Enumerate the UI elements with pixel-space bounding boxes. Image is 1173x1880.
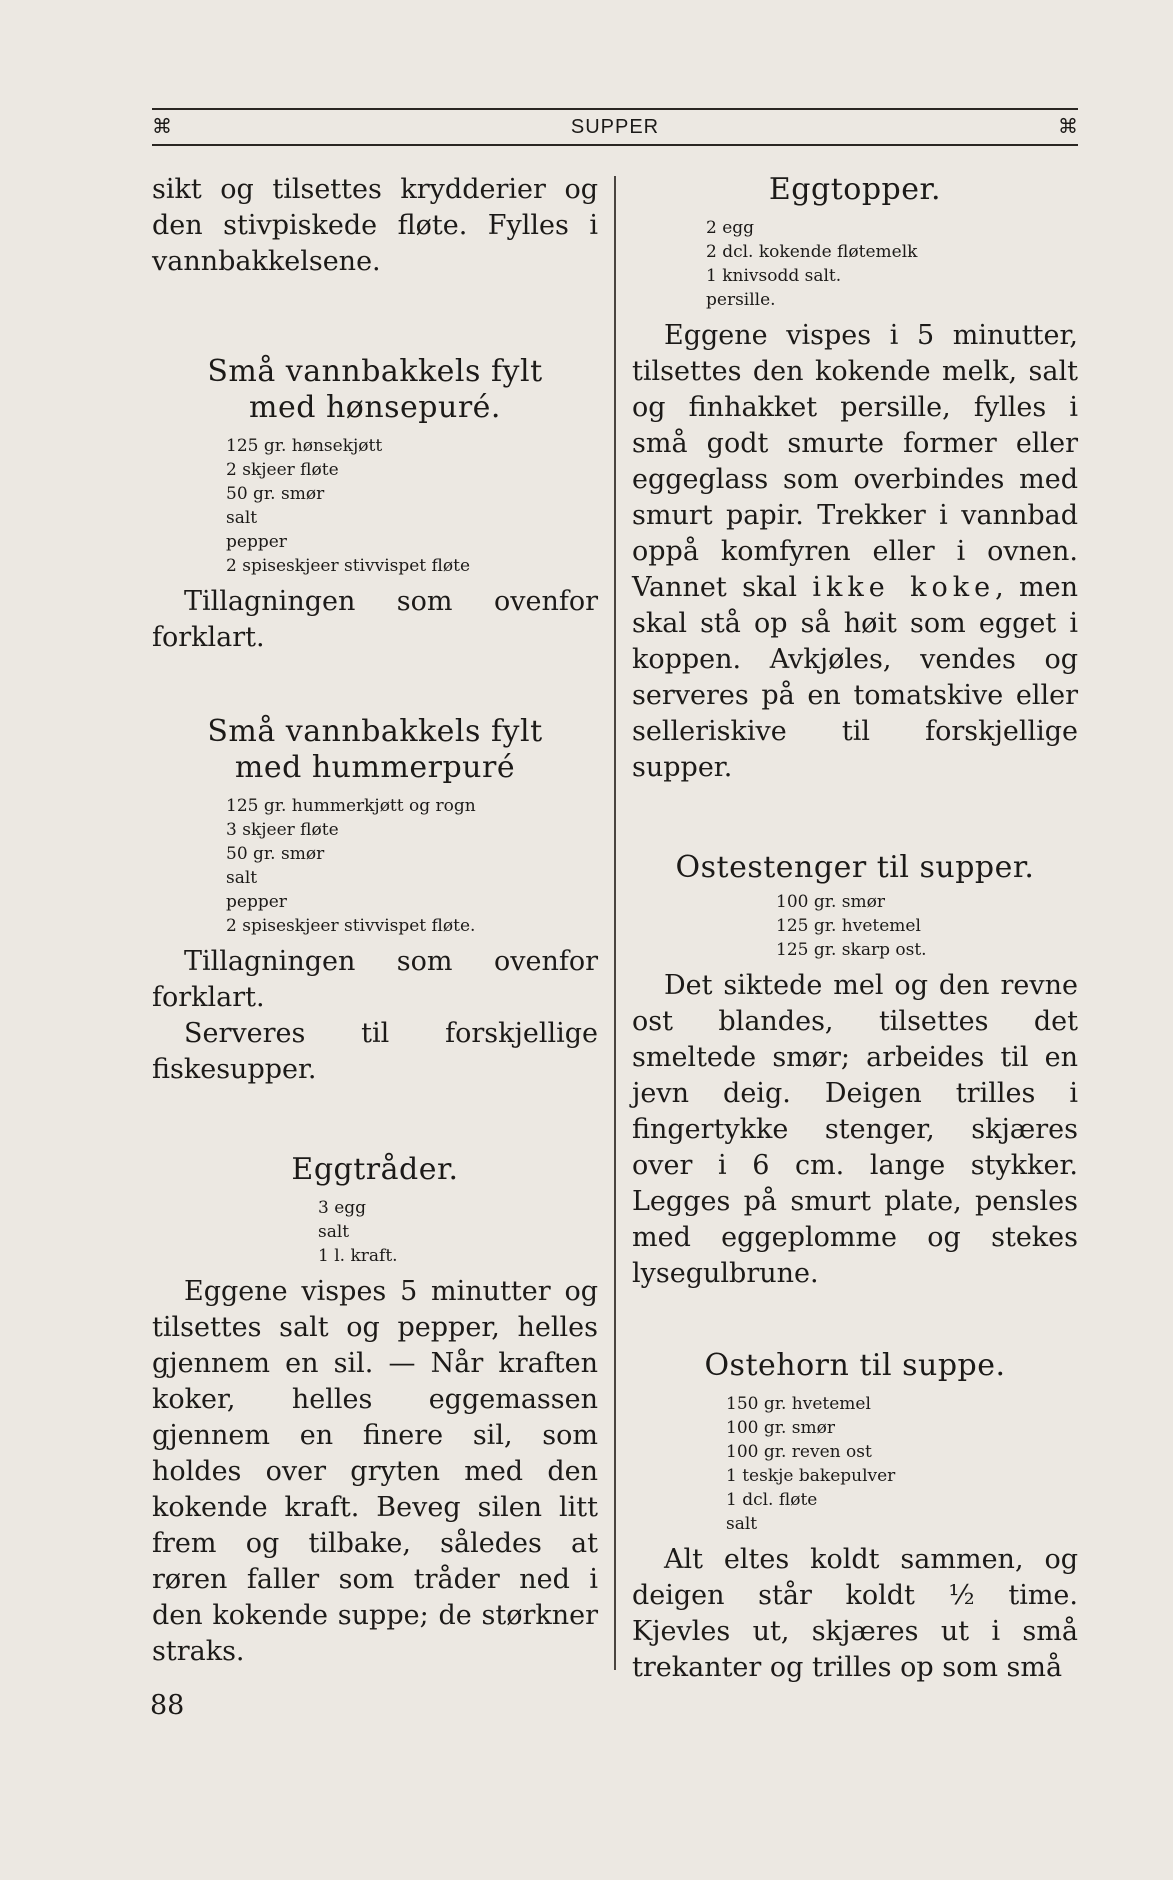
ingredient: 2 skjeer fløte [226, 460, 339, 480]
ingredient-list [632, 890, 1078, 962]
recipe-title: Ostehorn til suppe. [704, 1348, 1006, 1383]
recipe-eggtopper [632, 172, 1078, 786]
emphasis-text: ikke koke [812, 572, 996, 603]
ingredient: 3 skjeer fløte [226, 820, 339, 840]
left-column [152, 172, 598, 1670]
ingredient: 1 teskje bakepulver [726, 1466, 896, 1486]
recipe-text: Eggene vispes 5 minutter og tilsettes salt og pepper, helles gjennem en sil. — Når kraften koker, helles eggemassen gjennem en finere sil, som holdes over gryten med den kokende kraft. Beveg silen litt frem og tilbake, således at røren faller som tråder ned i den kokende suppe; de størkner straks. [152, 1276, 598, 1667]
ingredient: salt [318, 1222, 350, 1242]
ingredient: 100 gr. smør [776, 892, 886, 912]
ingredient: 150 gr. hvetemel [726, 1394, 871, 1414]
recipe-text-a: Eggene vispes i 5 minutter, tilsettes den kokende melk, salt og finhakket persille, fylles i små godt smurte former eller eggeglass som overbindes med smurt papir. Trekker i vannbad oppå komfyren eller i ovnen. Vannet skal [632, 320, 1078, 603]
recipe-ostehorn [632, 1348, 1078, 1686]
ingredient: 100 gr. smør [726, 1418, 836, 1438]
recipe-title: Ostestenger til supper. [675, 850, 1035, 885]
ingredient: 1 dcl. fløte [726, 1490, 818, 1510]
ingredient: pepper [226, 532, 287, 552]
ingredient: salt [226, 868, 258, 888]
recipe-title-line2: med hummerpuré [234, 750, 516, 785]
ingredient: 1 l. kraft. [318, 1246, 398, 1266]
recipe-text: Tillagningen som ovenfor forklart. [152, 946, 598, 1013]
recipe-title-line1: Små vannbakkels fylt [207, 354, 543, 389]
ingredient: 50 gr. smør [226, 484, 325, 504]
ingredient: 2 spiseskjeer stivvispet fløte [226, 556, 471, 576]
recipe-text-b: , men skal stå op så høit som egget i koppen. Avkjøles, vendes og serveres på en tomatskive eller selleriskive til forskjellige supper. [632, 572, 1079, 783]
recipe-text: Det siktede mel og den revne ost blandes, tilsettes det smeltede smør; arbeides til en jevn deig. Deigen trilles i fingertykke stenger, skjæres over i 6 cm. lange stykker. Legges på smurt plate, pensles med eggeplomme og stekes lysegulbrune. [632, 970, 1078, 1289]
ingredient: pepper [226, 892, 287, 912]
running-header [152, 108, 1078, 146]
ingredient: 2 spiseskjeer stivvispet fløte. [226, 916, 476, 936]
ingredient: salt [726, 1514, 758, 1534]
ingredient: 125 gr. skarp ost. [776, 940, 927, 960]
ornament-left-icon: ⌘ [152, 114, 172, 138]
recipe-text: Alt eltes koldt sammen, og deigen står koldt ½ time. Kjevles ut, skjæres ut i små trekanter og trilles op som små [632, 1544, 1078, 1683]
ingredient: salt [226, 508, 258, 528]
recipe-honsepure [152, 354, 598, 656]
recipe-ostestenger [632, 850, 1078, 1292]
ingredient: 125 gr. hønsekjøtt [226, 436, 383, 456]
ingredient-list [152, 1196, 598, 1268]
ornament-right-icon: ⌘ [1058, 114, 1078, 138]
ingredient: 125 gr. hummerkjøtt og rogn [226, 796, 476, 816]
recipe-eggtrader [152, 1152, 598, 1670]
recipe-text [632, 318, 1078, 786]
ingredient: 2 dcl. kokende fløtemelk [706, 242, 918, 262]
ingredient: 100 gr. reven ost [726, 1442, 872, 1462]
recipe-hummerpure [152, 714, 598, 1088]
ingredient: persille. [706, 290, 776, 310]
column-divider [614, 176, 616, 1670]
page-number: 88 [150, 1690, 185, 1721]
ingredient-list [152, 434, 598, 578]
ingredient: 2 egg [706, 218, 755, 238]
ingredient: 1 knivsodd salt. [706, 266, 842, 286]
intro-paragraph: sikt og tilsettes krydderier og den stivpiskede fløte. Fylles i vannbakkelsene. [152, 174, 598, 277]
ingredient-list [632, 1392, 1078, 1536]
ingredient: 3 egg [318, 1198, 367, 1218]
ingredient: 50 gr. smør [226, 844, 325, 864]
right-column [632, 172, 1078, 1686]
recipe-title: Eggtopper. [768, 172, 942, 207]
recipe-text: Tillagningen som ovenfor forklart. [152, 586, 598, 653]
ingredient: 125 gr. hvetemel [776, 916, 921, 936]
recipe-text-serving: Serveres til forskjellige fiskesupper. [152, 1018, 598, 1085]
section-title: SUPPER [570, 116, 660, 138]
recipe-title-line1: Små vannbakkels fylt [207, 714, 543, 749]
recipe-title-line2: med hønsepuré. [249, 390, 501, 425]
recipe-title: Eggtråder. [291, 1152, 459, 1187]
ingredient-list [152, 794, 598, 938]
ingredient-list [632, 216, 1078, 312]
